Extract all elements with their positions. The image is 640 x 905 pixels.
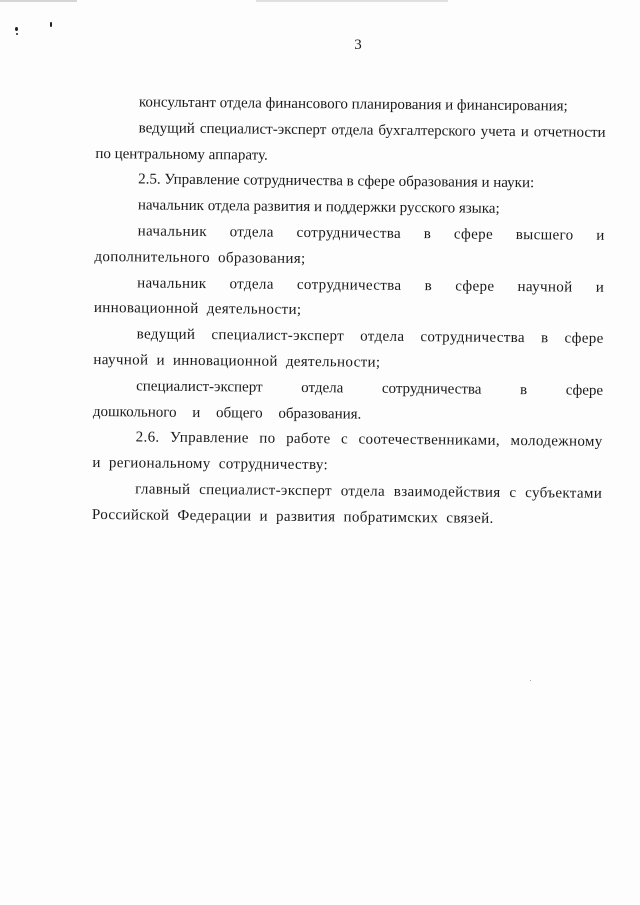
page-number: 3: [354, 37, 362, 53]
paragraph: начальник отдела сотрудничества в сфере научной и инновационной деятельности;: [93, 274, 605, 319]
paragraph: ведущий специалист-эксперт отдела сотрудничества в сфере научной и инновационной деятельности;: [93, 326, 604, 371]
scan-speck: [15, 27, 18, 31]
section-heading: 2.6. Управление по работе с соотечественниками, молодежному и региональному сотрудничеству:: [92, 429, 603, 474]
paragraph: консультант отдела финансового планирования и финансирования;: [138, 94, 568, 115]
paragraph: специалист-эксперт отдела сотрудничества в сфере дошкольного и общего образования.: [92, 378, 604, 423]
scan-speck: [50, 22, 52, 27]
paragraph: ведущий специалист-эксперт отдела бухгалтерского учета и отчетности по центральному аппарату.: [95, 120, 606, 164]
paragraph: начальник отдела сотрудничества в сфере высшего и дополнительного образования;: [94, 223, 605, 267]
scan-top-edge: [0, 0, 640, 2]
section-heading: 2.5. Управление сотрудничества в сфере образования и науки:: [138, 171, 535, 192]
paragraph: главный специалист-эксперт отдела взаимодействия с субъектами Российской Федерации и развития побратимских связей.: [91, 481, 603, 527]
scan-speck: [16, 33, 18, 35]
document-body: [92, 90, 606, 533]
paragraph: начальник отдела развития и поддержки русского языка;: [137, 197, 500, 218]
scan-speck: [530, 680, 531, 681]
